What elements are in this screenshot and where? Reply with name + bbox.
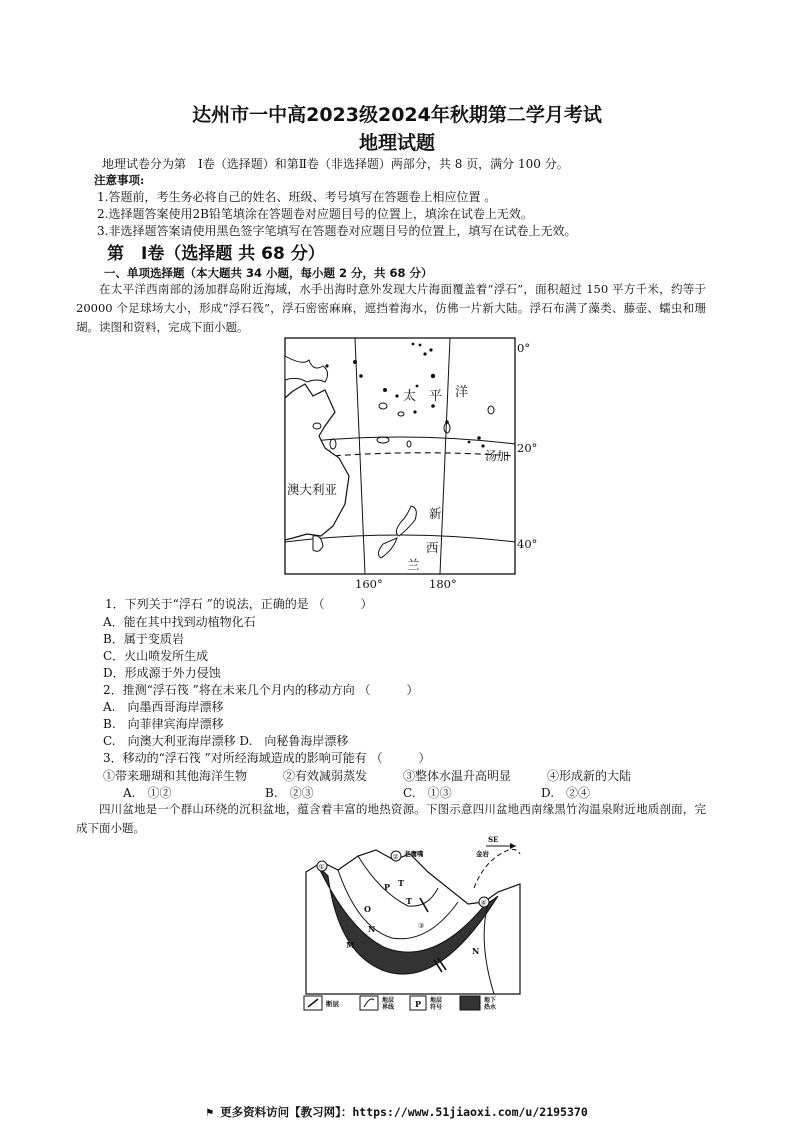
option: A．能在其中找到动植物化石	[103, 615, 256, 629]
option: B．属于变质岩	[103, 632, 184, 646]
option: B. ②③	[265, 786, 314, 800]
statement-list: ①带来珊瑚和其他海洋生物 ②有效减弱蒸发 ③整体水温升高明显 ④形成新的大陆	[103, 769, 632, 783]
stratum-symbol: T	[406, 896, 412, 906]
map-label-nz: 兰	[407, 557, 420, 572]
option: C．火山喷发所生成	[103, 649, 209, 663]
map-label-australia: 澳大利亚	[287, 482, 338, 497]
page-subtitle: 地理试题	[358, 132, 435, 154]
profile-peak: 金岩	[476, 850, 489, 858]
pacific-map	[283, 336, 545, 592]
map-label-tonga: 汤加	[485, 449, 510, 463]
footer-link[interactable]: ⚑ 更多资料访问【教习网】：https://www.51jiaoxi.com/u/2195370	[206, 1105, 588, 1119]
part-heading: 一、单项选择题（本大题共 34 小题，每小题 2 分，共 68 分）	[104, 266, 433, 280]
legend-symbol: P	[415, 999, 422, 1009]
section-title: 第 Ⅰ卷（选择题 共 68 分）	[107, 244, 325, 264]
question-3: 3．移动的“浮石筏 ”对所经海域造成的影响可能有 （ ）	[103, 751, 431, 765]
notice-item: 1.答题前，考生务必将自己的姓名、班级、考号填写在答题卷上相应位置 。	[97, 190, 497, 204]
geology-profile	[298, 832, 530, 1014]
profile-number: ①	[318, 863, 325, 871]
direction-label: SE	[488, 835, 499, 844]
option: B. 向菲律宾海岸漂移	[103, 717, 224, 731]
option: A. 向墨西哥海岸漂移	[103, 700, 224, 714]
notice-item: 2.选择题答案使用2B铅笔填涂在答题卷对应题目号的位置上，填涂在试卷上无效。	[97, 207, 533, 221]
lon-label: 160°	[355, 577, 383, 591]
legend-label: 界线	[382, 1004, 395, 1011]
flag-icon: ⚑	[206, 1105, 221, 1119]
notice-item: 3.非选择题答案请使用黑色签字笔填写在答题卷对应题目号的位置上，填写在试卷上无效。	[97, 224, 577, 238]
profile-number: ②	[392, 853, 399, 861]
profile-number: ④	[480, 899, 487, 907]
lat-label: 40°	[517, 537, 538, 551]
stratum-symbol: T	[398, 878, 404, 888]
passage-1: 在太平洋西南部的汤加群岛附近海域，水手出海时意外发现大片海面覆盖着“浮石”，面积超过 150 平方千米，约等于 20000 个足球场大小，形成“浮石筏”，浮石密密麻麻，遮挡着海水，仿佛一片新大陆。浮石布满了藻类、藤壶、蠕虫和珊瑚。读图和资料，完成下面小题。	[76, 282, 706, 334]
legend-label: 断层	[326, 1000, 339, 1008]
legend-label: 地层	[382, 997, 395, 1004]
profile-peak: 老鹰嘴	[404, 850, 424, 858]
question-1: 1．下列关于“浮石 ”的说法，正确的是 （ ）	[105, 597, 373, 611]
map-label-nz: 新	[429, 506, 442, 521]
intro-text: 地理试卷分为第 Ⅰ卷（选择题）和第Ⅱ卷（非选择题）两部分，共 8 页，满分 100 分。	[102, 157, 569, 171]
legend-label: 热水	[484, 1004, 497, 1011]
option: D. ②④	[541, 786, 591, 800]
profile-legend	[304, 996, 496, 1011]
page-title: 达州市一中高2023级2024年秋期第二学月考试	[192, 104, 602, 126]
stratum-symbol: O	[364, 904, 371, 914]
option: C. 向澳大利亚海岸漂移 D. 向秘鲁海岸漂移	[103, 734, 349, 748]
option: C. ①③	[403, 786, 452, 800]
option: D．形成源于外力侵蚀	[103, 666, 221, 680]
lon-label: 180°	[429, 577, 457, 591]
legend-label: 地下	[484, 997, 497, 1004]
map-label-ocean: 太	[403, 389, 417, 404]
stratum-symbol: N	[368, 924, 376, 934]
question-2: 2．推测“浮石筏 ”将在未来几个月内的移动方向 （ ）	[103, 683, 419, 697]
legend-label: 符号	[430, 1004, 443, 1011]
lat-label: 0°	[517, 341, 531, 355]
map-label-ocean: 洋	[455, 385, 469, 400]
map-label-ocean: 平	[429, 389, 443, 404]
option: A. ①②	[123, 786, 172, 800]
profile-number: ③	[418, 922, 425, 930]
stratum-symbol: P	[384, 882, 391, 892]
stratum-symbol: M	[346, 940, 355, 950]
passage-2: 四川盆地是一个群山环绕的沉积盆地，蕴含着丰富的地热资源。下图示意四川盆地西南缘黑竹沟温泉附近地质剖面，完成下面小题。	[76, 802, 706, 835]
notice-heading: 注意事项:	[94, 173, 145, 187]
lat-label: 20°	[517, 441, 538, 455]
map-label-nz: 西	[426, 540, 439, 555]
stratum-symbol: N	[472, 946, 480, 956]
legend-label: 地层	[430, 997, 443, 1004]
